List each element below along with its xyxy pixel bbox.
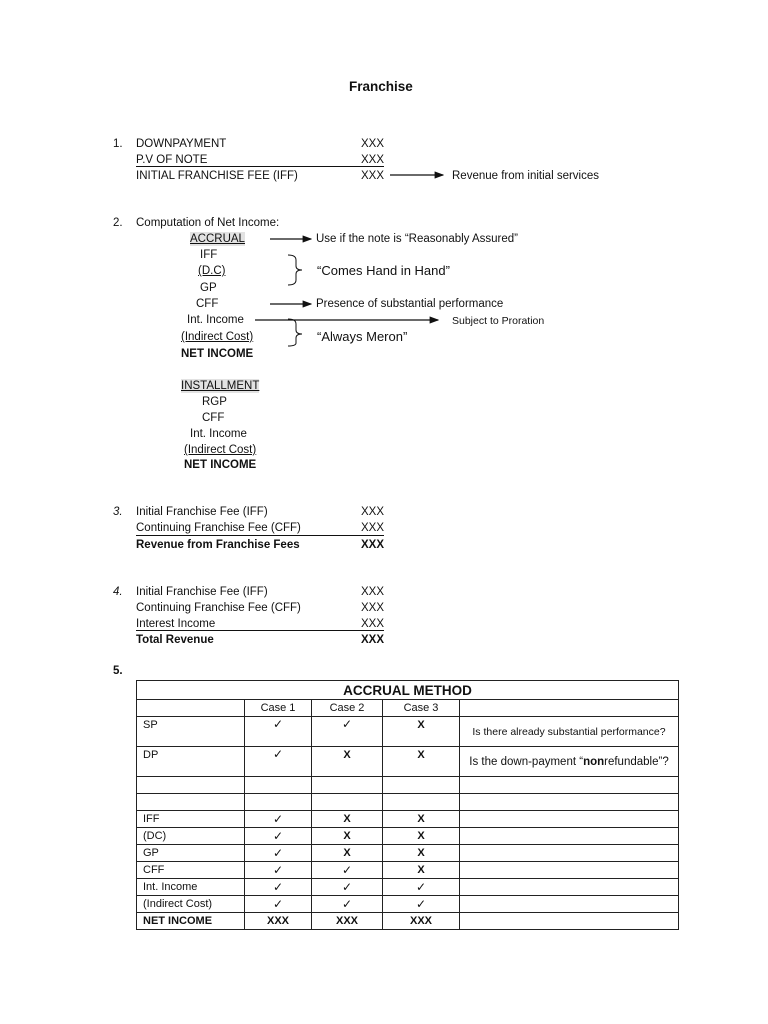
always-meron-brace: [288, 319, 302, 346]
installment-header: INSTALLMENT: [181, 380, 260, 392]
section-5-number: 5.: [113, 665, 123, 677]
x-mark-icon: X: [417, 864, 425, 876]
s3-iff-label: Initial Franchise Fee (IFF): [136, 506, 268, 518]
accrual-header: ACCRUAL: [190, 233, 245, 245]
accrual-cff: CFF: [196, 298, 219, 310]
case-2-header: Case 2: [312, 700, 383, 717]
x-mark-icon: X: [343, 830, 351, 842]
check-icon: ✓: [272, 897, 284, 911]
row-label: (DC): [137, 828, 245, 845]
s4-interest-label: Interest Income: [136, 618, 216, 630]
check-icon: ✓: [272, 846, 284, 860]
s4-iff-label: Initial Franchise Fee (IFF): [136, 586, 268, 598]
s3-total-label: Revenue from Franchise Fees: [136, 539, 300, 551]
check-icon: ✓: [272, 880, 284, 894]
x-mark-icon: X: [417, 719, 425, 731]
s4-cff-label: Continuing Franchise Fee (CFF): [136, 602, 301, 614]
pv-note-value: XXX: [361, 154, 385, 166]
x-mark-icon: X: [343, 813, 351, 825]
comes-hand-brace: [288, 255, 302, 285]
net-value: XXX: [383, 913, 460, 930]
iff-arrow-note: Revenue from initial services: [452, 170, 600, 182]
x-mark-icon: X: [343, 847, 351, 859]
row-label: DP: [137, 747, 245, 777]
installment-int-income: Int. Income: [190, 428, 247, 440]
accrual-gp: GP: [200, 282, 217, 294]
x-mark-icon: X: [417, 830, 425, 842]
s3-total-value: XXX: [361, 539, 385, 551]
s3-cff-label: Continuing Franchise Fee (CFF): [136, 522, 301, 534]
case-3-header: Case 3: [383, 700, 460, 717]
section-2-number: 2.: [113, 217, 123, 229]
check-icon: ✓: [272, 812, 284, 826]
dp-question: Is the down-payment “nonrefundable”?: [460, 747, 679, 777]
s4-iff-value: XXX: [361, 586, 385, 598]
check-icon: ✓: [341, 863, 353, 877]
row-label: NET INCOME: [137, 913, 245, 930]
row-label: Int. Income: [137, 879, 245, 896]
sp-question: Is there already substantial performance?: [460, 717, 679, 747]
check-icon: ✓: [272, 747, 284, 761]
s3-cff-value: XXX: [361, 522, 385, 534]
check-icon: ✓: [415, 880, 427, 894]
downpayment-label: DOWNPAYMENT: [136, 138, 227, 150]
row-label: SP: [137, 717, 245, 747]
check-icon: ✓: [272, 717, 284, 731]
accrual-net-income: NET INCOME: [181, 348, 254, 360]
accrual-note: Use if the note is “Reasonably Assured”: [316, 233, 518, 245]
check-icon: ✓: [341, 717, 353, 731]
x-mark-icon: X: [343, 749, 351, 761]
iff-value: XXX: [361, 170, 385, 182]
iff-label: INITIAL FRANCHISE FEE (IFF): [136, 170, 298, 182]
proration-note: Subject to Proration: [452, 315, 545, 327]
cff-note: Presence of substantial performance: [316, 298, 504, 310]
net-value: XXX: [245, 913, 312, 930]
check-icon: ✓: [341, 880, 353, 894]
section-4-number: 4.: [113, 586, 123, 598]
section-2-heading: Computation of Net Income:: [136, 217, 280, 229]
s3-iff-value: XXX: [361, 506, 385, 518]
comes-hand-note: “Comes Hand in Hand”: [317, 263, 450, 278]
check-icon: ✓: [341, 897, 353, 911]
installment-net-income: NET INCOME: [184, 459, 257, 471]
pv-note-label: P.V OF NOTE: [136, 154, 208, 166]
x-mark-icon: X: [417, 749, 425, 761]
check-icon: ✓: [415, 897, 427, 911]
s4-interest-value: XXX: [361, 618, 385, 630]
always-meron-note: “Always Meron”: [317, 329, 408, 344]
x-mark-icon: X: [417, 813, 425, 825]
s4-total-value: XXX: [361, 634, 385, 646]
accrual-int-income: Int. Income: [187, 314, 244, 326]
row-label: CFF: [137, 862, 245, 879]
page-title: Franchise: [349, 79, 413, 94]
check-icon: ✓: [272, 829, 284, 843]
accrual-dc: (D.C): [198, 265, 226, 277]
section-3-number: 3.: [113, 506, 123, 518]
installment-indirect-cost: (Indirect Cost): [184, 444, 257, 456]
installment-rgp: RGP: [202, 396, 227, 408]
section-1-number: 1.: [113, 138, 123, 150]
case-1-header: Case 1: [245, 700, 312, 717]
table-title: ACCRUAL METHOD: [137, 681, 679, 700]
installment-cff: CFF: [202, 412, 225, 424]
accrual-indirect-cost: (Indirect Cost): [181, 331, 254, 343]
row-label: GP: [137, 845, 245, 862]
net-value: XXX: [312, 913, 383, 930]
x-mark-icon: X: [417, 847, 425, 859]
accrual-iff: IFF: [200, 249, 218, 261]
check-icon: ✓: [272, 863, 284, 877]
downpayment-value: XXX: [361, 138, 385, 150]
s4-cff-value: XXX: [361, 602, 385, 614]
s4-total-label: Total Revenue: [136, 634, 214, 646]
row-label: (Indirect Cost): [137, 896, 245, 913]
row-label: IFF: [137, 811, 245, 828]
